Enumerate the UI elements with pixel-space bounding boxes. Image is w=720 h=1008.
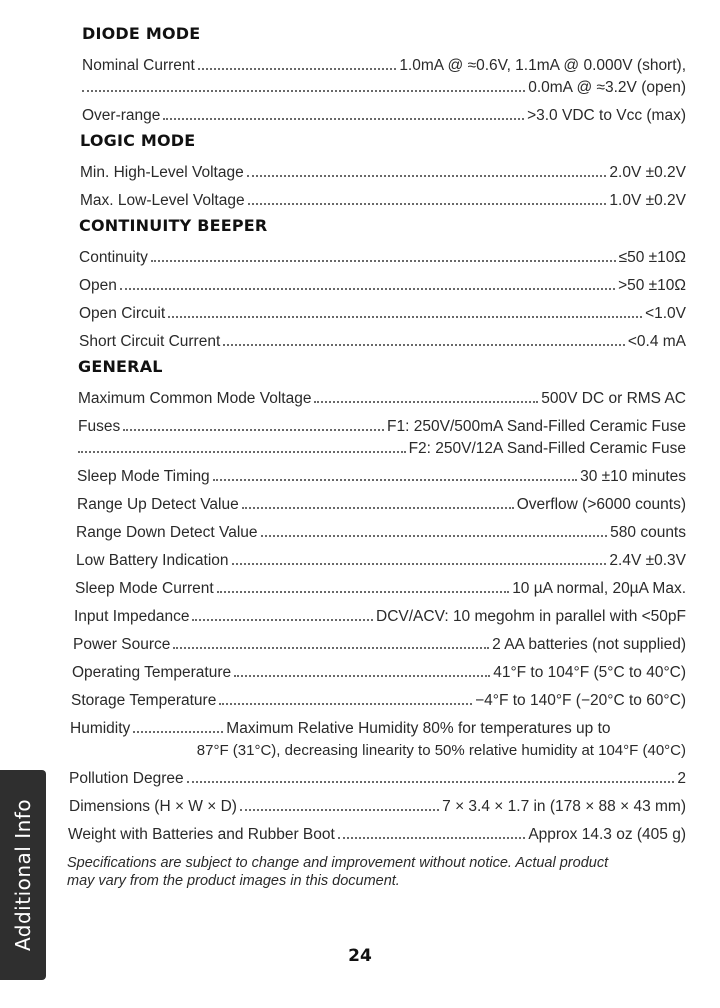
side-tab-label: Additional Info bbox=[11, 798, 35, 952]
spec-value: >3.0 VDC to Vcc (max) bbox=[527, 107, 686, 124]
spec-label: Fuses bbox=[78, 418, 121, 435]
spec-label: Low Battery Indication bbox=[76, 552, 229, 569]
disclaimer-note: Specifications are subject to change and improvement without notice. Actual product may vary from the product images in this document. bbox=[67, 855, 609, 889]
section-title-logic: LOGIC MODE bbox=[80, 131, 196, 150]
spec-value: −4°F to 140°F (−20°C to 60°C) bbox=[475, 692, 686, 709]
spec-row-high-level bbox=[80, 154, 686, 182]
spec-row-range-up bbox=[77, 486, 686, 514]
spec-row-humidity-cont bbox=[70, 738, 686, 760]
spec-value: >50 ±10Ω bbox=[618, 277, 686, 294]
spec-row-range-down bbox=[76, 514, 686, 542]
leader-dots bbox=[163, 118, 524, 120]
spec-value: 41°F to 104°F (5°C to 40°C) bbox=[493, 664, 686, 681]
spec-row-sleep-timing bbox=[77, 458, 686, 486]
spec-label: Range Down Detect Value bbox=[76, 524, 258, 541]
spec-row-weight bbox=[68, 816, 686, 844]
leader-dots bbox=[247, 175, 607, 177]
leader-dots bbox=[248, 203, 607, 205]
spec-row-operating-temp bbox=[72, 654, 686, 682]
spec-label: Power Source bbox=[73, 636, 171, 653]
spec-row-input-impedance bbox=[74, 598, 686, 626]
spec-label: Sleep Mode Current bbox=[75, 580, 214, 597]
spec-row-open-circuit bbox=[79, 295, 686, 323]
leader-dots bbox=[173, 647, 489, 649]
section-title-general: GENERAL bbox=[78, 357, 163, 376]
spec-row-storage-temp bbox=[71, 682, 686, 710]
spec-row-nominal-current bbox=[82, 47, 686, 75]
leader-dots bbox=[338, 837, 526, 839]
spec-value: F1: 250V/500mA Sand-Filled Ceramic Fuse bbox=[387, 418, 686, 435]
spec-value: 2.0V ±0.2V bbox=[609, 164, 686, 181]
spec-row-humidity bbox=[70, 710, 686, 738]
leader-dots bbox=[232, 563, 607, 565]
leader-dots bbox=[234, 675, 490, 677]
leader-dots bbox=[314, 401, 538, 403]
spec-value: DCV/ACV: 10 megohm in parallel with <50pF bbox=[376, 608, 686, 625]
leader-dots bbox=[240, 809, 439, 811]
spec-row-fuses bbox=[78, 408, 686, 436]
leader-dots bbox=[123, 429, 384, 431]
spec-value: Maximum Relative Humidity 80% for temperatures up to bbox=[226, 720, 611, 737]
leader-dots bbox=[187, 781, 675, 783]
spec-row-sleep-current bbox=[75, 570, 686, 598]
leader-dots bbox=[213, 479, 577, 481]
leader-dots bbox=[219, 703, 472, 705]
spec-row-fuses-cont bbox=[78, 436, 686, 458]
leader-dots bbox=[82, 90, 525, 92]
spec-row-low-battery bbox=[76, 542, 686, 570]
leader-dots bbox=[261, 535, 608, 537]
spec-label: Weight with Batteries and Rubber Boot bbox=[68, 826, 335, 843]
spec-label: Short Circuit Current bbox=[79, 333, 221, 350]
spec-value: 30 ±10 minutes bbox=[580, 468, 686, 485]
spec-row-low-level bbox=[80, 182, 686, 210]
leader-dots bbox=[78, 451, 406, 453]
spec-label: Min. High-Level Voltage bbox=[80, 164, 244, 181]
spec-value: 0.0mA @ ≈3.2V (open) bbox=[528, 79, 686, 96]
spec-value: <1.0V bbox=[645, 305, 686, 322]
spec-value: 500V DC or RMS AC bbox=[541, 390, 686, 407]
section-title-continuity: CONTINUITY BEEPER bbox=[79, 216, 268, 235]
leader-dots bbox=[217, 591, 509, 593]
spec-row-common-mode bbox=[78, 380, 686, 408]
leader-dots bbox=[120, 288, 615, 290]
page-number: 24 bbox=[348, 946, 372, 966]
spec-label: Open Circuit bbox=[79, 305, 166, 322]
leader-dots bbox=[242, 507, 514, 509]
spec-value: <0.4 mA bbox=[627, 333, 686, 350]
spec-row-pollution bbox=[69, 760, 686, 788]
spec-value: 1.0V ±0.2V bbox=[609, 192, 686, 209]
spec-value: 580 counts bbox=[610, 524, 686, 541]
leader-dots bbox=[151, 260, 616, 262]
spec-value: F2: 250V/12A Sand-Filled Ceramic Fuse bbox=[408, 440, 686, 457]
spec-value: 2 AA batteries (not supplied) bbox=[492, 636, 686, 653]
spec-label: Operating Temperature bbox=[72, 664, 232, 681]
spec-label: Storage Temperature bbox=[71, 692, 217, 709]
spec-label: Sleep Mode Timing bbox=[77, 468, 210, 485]
spec-value: 2.4V ±0.3V bbox=[609, 552, 686, 569]
spec-label: Max. Low-Level Voltage bbox=[80, 192, 245, 209]
spec-row-open bbox=[79, 267, 686, 295]
spec-label: Humidity bbox=[70, 720, 131, 737]
leader-dots bbox=[198, 68, 396, 70]
spec-label: Dimensions (H × W × D) bbox=[69, 798, 237, 815]
spec-label: Open bbox=[79, 277, 117, 294]
spec-value: 2 bbox=[677, 770, 686, 787]
spec-row-nominal-current-cont bbox=[82, 75, 686, 97]
spec-label: Maximum Common Mode Voltage bbox=[78, 390, 312, 407]
spec-label: Continuity bbox=[79, 249, 148, 266]
spec-label: Input Impedance bbox=[74, 608, 190, 625]
spec-content bbox=[66, 18, 686, 890]
spec-row-dimensions bbox=[69, 788, 686, 816]
spec-label: Pollution Degree bbox=[69, 770, 184, 787]
leader-dots bbox=[192, 619, 373, 621]
spec-value: ≤50 ±10Ω bbox=[618, 249, 686, 266]
spec-row-continuity bbox=[79, 239, 686, 267]
spec-label: Range Up Detect Value bbox=[77, 496, 239, 513]
spec-value: 87°F (31°C), decreasing linearity to 50% relative humidity at 104°F (40°C) bbox=[196, 742, 686, 759]
spec-value: Overflow (>6000 counts) bbox=[516, 496, 686, 513]
leader-dots bbox=[168, 316, 642, 318]
spec-label: Nominal Current bbox=[82, 57, 195, 74]
section-side-tab bbox=[0, 770, 46, 980]
spec-value: 1.0mA @ ≈0.6V, 1.1mA @ 0.000V (short), bbox=[399, 57, 686, 74]
leader-dots bbox=[223, 344, 625, 346]
spec-row-power-source bbox=[73, 626, 686, 654]
spec-value: Approx 14.3 oz (405 g) bbox=[528, 826, 686, 843]
spec-label: Over-range bbox=[82, 107, 161, 124]
spec-value: 7 × 3.4 × 1.7 in (178 × 88 × 43 mm) bbox=[442, 798, 686, 815]
spec-row-over-range bbox=[82, 97, 686, 125]
leader-dots bbox=[133, 731, 223, 733]
spec-value: 10 µA normal, 20µA Max. bbox=[512, 580, 686, 597]
section-title-diode: DIODE MODE bbox=[82, 24, 201, 43]
spec-row-short-circuit bbox=[79, 323, 686, 351]
